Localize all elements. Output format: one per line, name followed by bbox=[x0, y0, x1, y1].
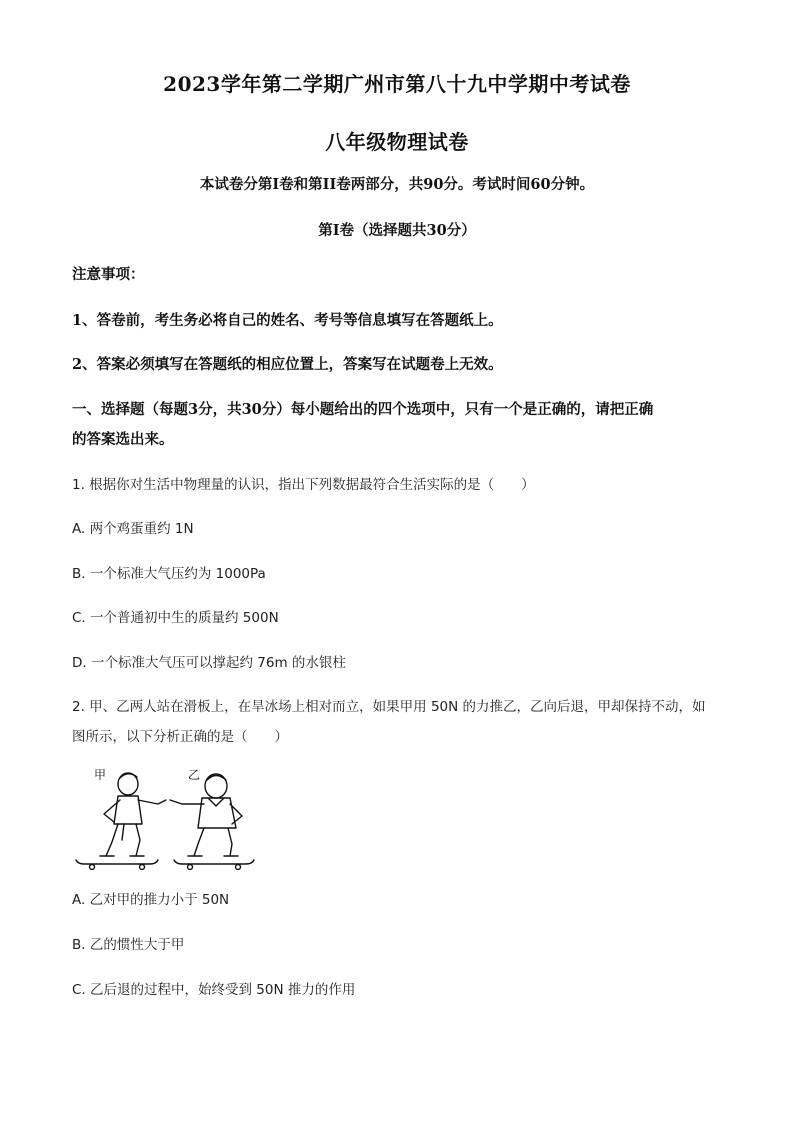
question-2-option-b: B. 乙的惯性大于甲 bbox=[72, 937, 185, 953]
note-item-2: 2、答案必须填写在答题纸的相应位置上，答案写在试题卷上无效。 bbox=[72, 356, 503, 373]
question-1-stem: 1. 根据你对生活中物理量的认识，指出下列数据最符合生活实际的是（ ） bbox=[72, 477, 535, 493]
section-heading-line1: 一、选择题（每题3分，共30分）每小题给出的四个选项中，只有一个是正确的，请把正确 bbox=[72, 401, 654, 418]
exam-intro: 本试卷分第I卷和第II卷两部分，共90分。考试时间60分钟。 bbox=[199, 176, 595, 193]
volume-heading: 第I卷（选择题共30分） bbox=[318, 222, 476, 239]
question-1-option-a: A. 两个鸡蛋重约 1N bbox=[72, 521, 194, 537]
figure-label-yi: 乙 bbox=[188, 768, 201, 782]
skateboard-push-figure bbox=[70, 760, 270, 870]
question-2-stem-line1: 2. 甲、乙两人站在滑板上，在旱冰场上相对而立，如果甲用 50N 的力推乙，乙向后退，甲却保持不动，如 bbox=[72, 699, 706, 715]
question-1-option-c: C. 一个普通初中生的质量约 500N bbox=[72, 610, 279, 626]
exam-subtitle: 八年级物理试卷 bbox=[325, 130, 469, 154]
exam-title: 2023学年第二学期广州市第八十九中学期中考试卷 bbox=[163, 72, 631, 96]
question-2-stem-line2: 图所示，以下分析正确的是（ ） bbox=[72, 729, 288, 745]
section-heading-line2: 的答案选出来。 bbox=[72, 431, 174, 448]
question-2-option-a: A. 乙对甲的推力小于 50N bbox=[72, 892, 230, 908]
question-1-option-d: D. 一个标准大气压可以撑起约 76m 的水银柱 bbox=[72, 655, 346, 671]
question-1-option-b: B. 一个标准大气压约为 1000Pa bbox=[72, 566, 266, 582]
notes-heading: 注意事项： bbox=[72, 266, 145, 283]
note-item-1: 1、答卷前，考生务必将自己的姓名、考号等信息填写在答题纸上。 bbox=[72, 312, 503, 329]
figure-label-jia: 甲 bbox=[94, 768, 107, 782]
question-2-option-c: C. 乙后退的过程中，始终受到 50N 推力的作用 bbox=[72, 982, 356, 998]
